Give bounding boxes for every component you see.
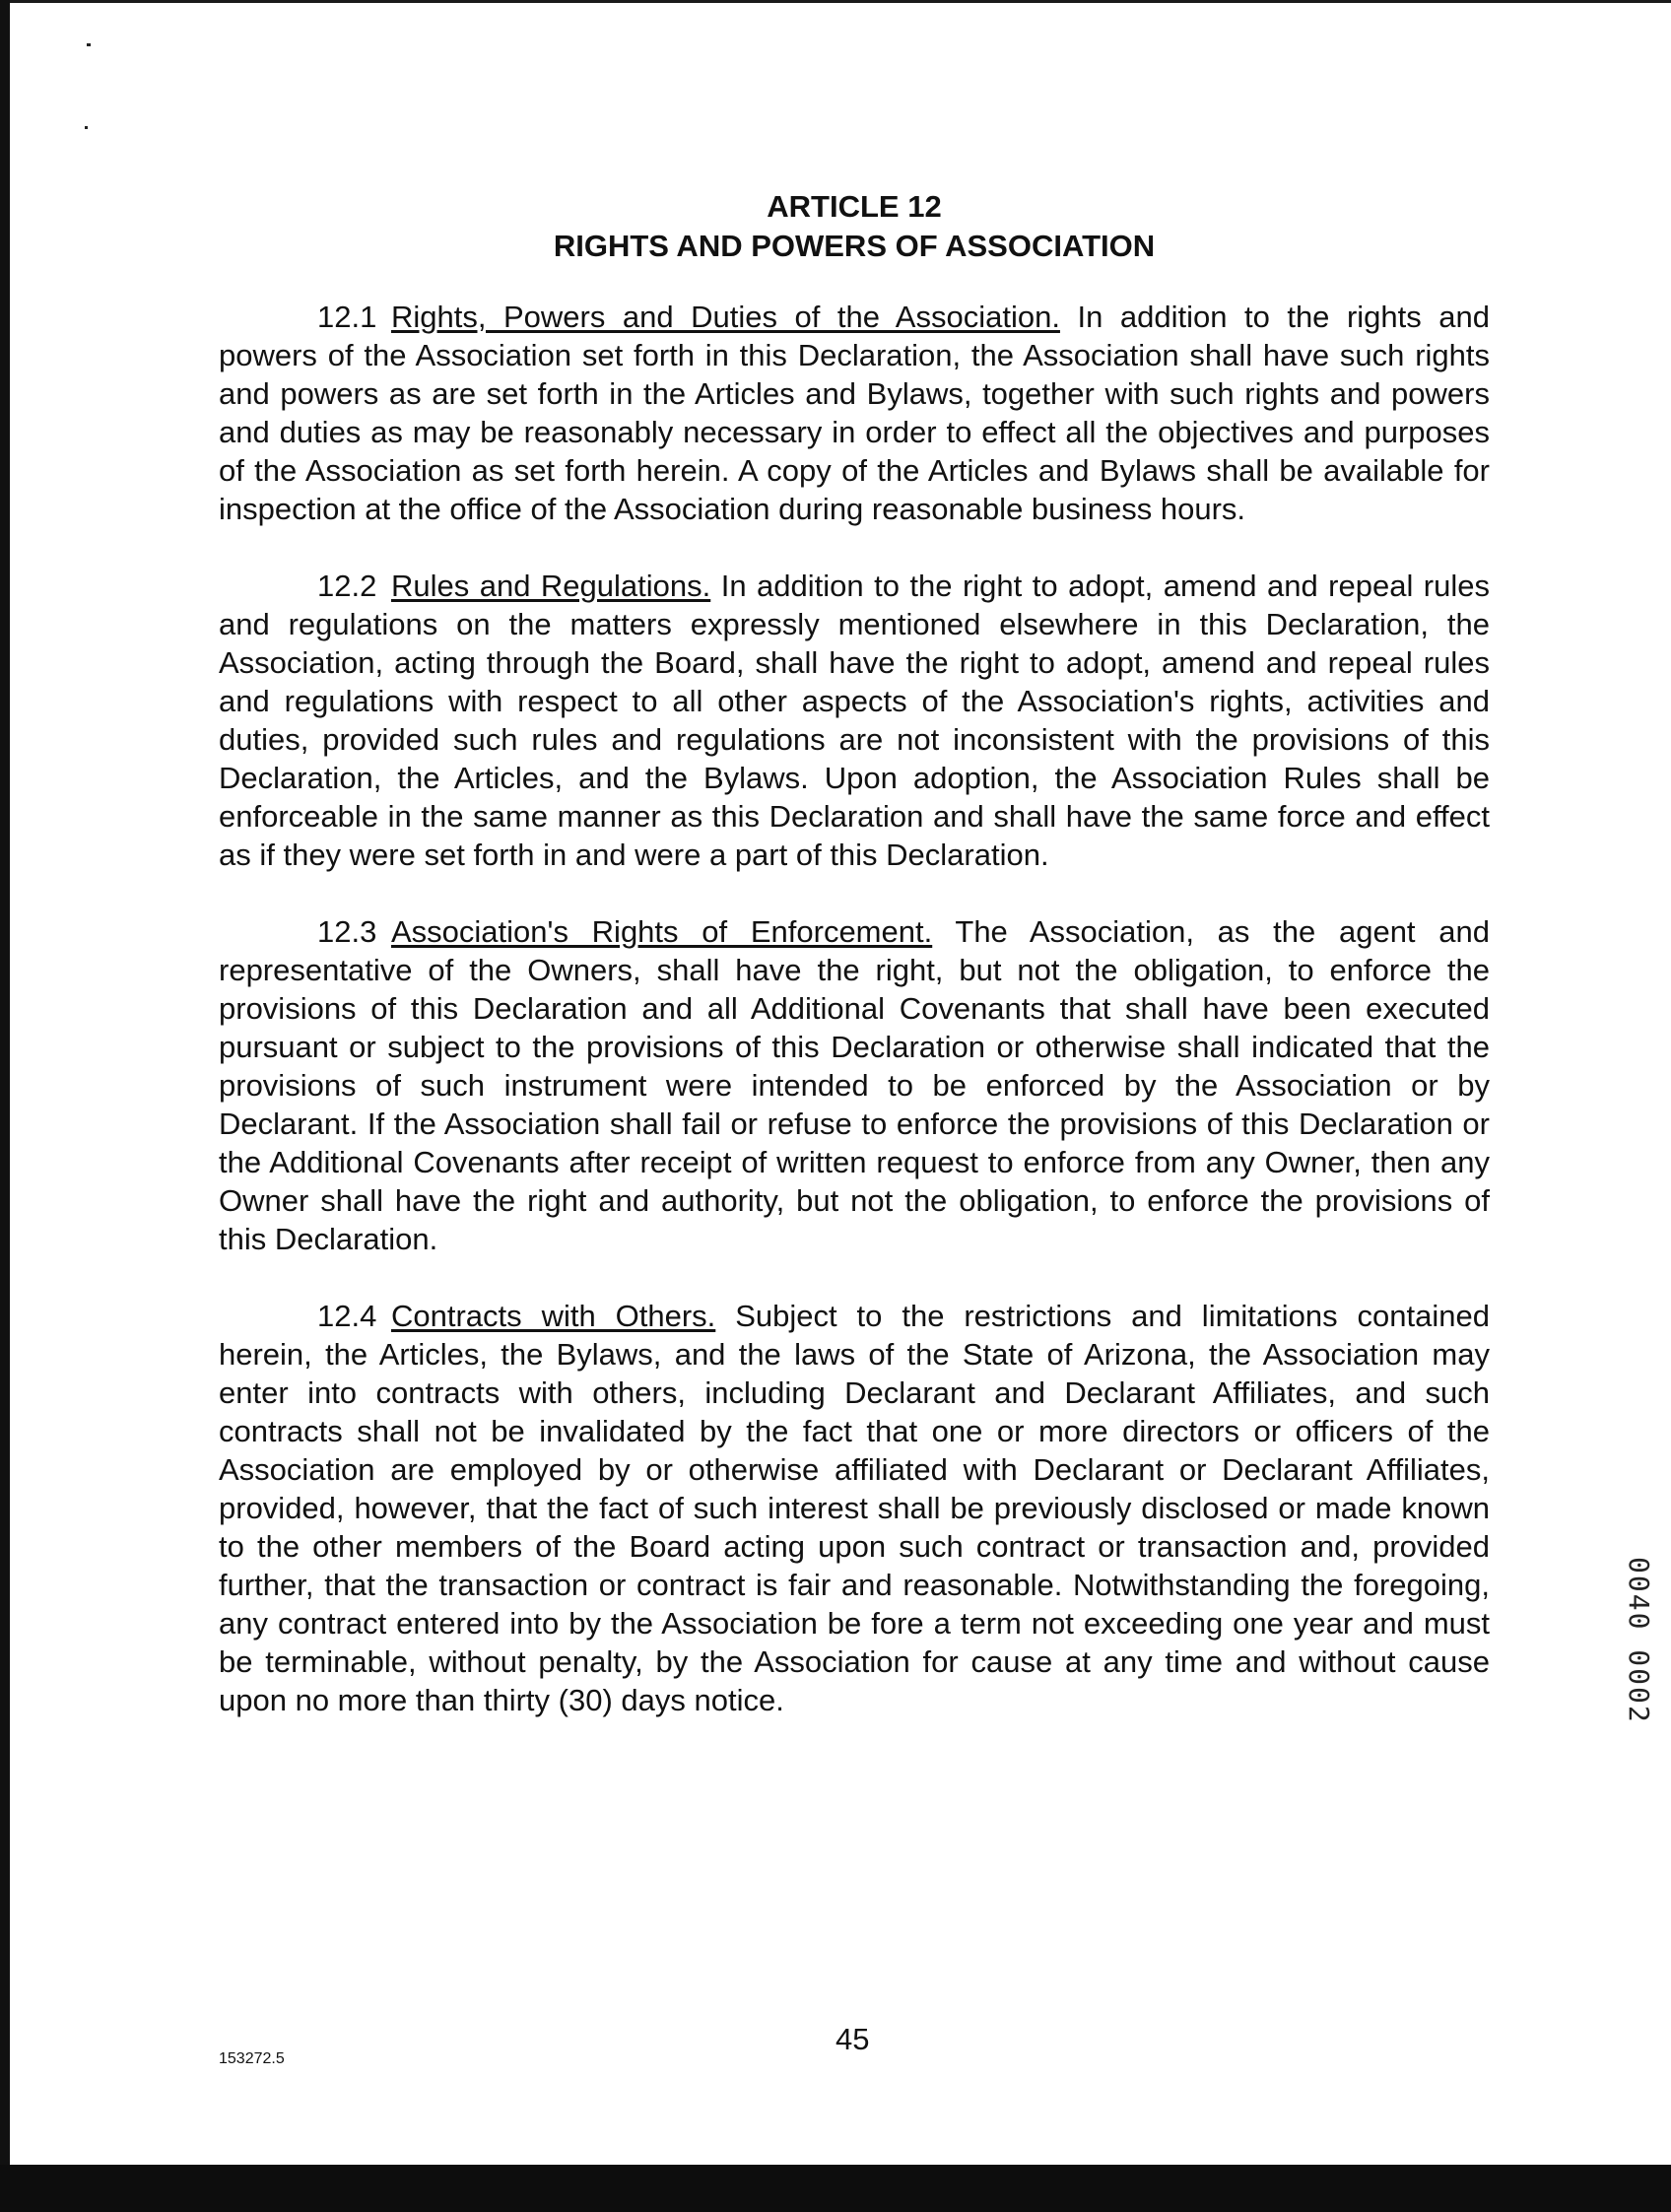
document-id: 153272.5	[219, 2050, 285, 2067]
section-title: Contracts with Others.	[391, 1299, 716, 1333]
section-12-4	[219, 1297, 1490, 1719]
scan-border-left	[0, 0, 10, 2212]
section-body: In addition to the rights and powers of the Association set forth in this Declaration, the Association shall have such rights and powers as are set forth in the Articles and Bylaws, together with such rights and powers and duties as may be reasonably necessary in order to effect all the objectives and purposes of the Association as set forth herein. A copy of the Articles and Bylaws shall be available for inspection at the office of the Association during reasonable business hours.	[219, 300, 1490, 526]
section-12-2	[219, 567, 1490, 874]
section-title: Rules and Regulations.	[391, 569, 711, 603]
document-page	[219, 187, 1490, 1719]
article-title-heading: RIGHTS AND POWERS OF ASSOCIATION	[553, 229, 1156, 263]
scan-speck	[87, 43, 91, 46]
scan-border-bottom	[0, 2165, 1671, 2212]
section-title: Association's Rights of Enforcement.	[391, 914, 933, 949]
section-12-3	[219, 912, 1490, 1258]
section-body: The Association, as the agent and representative of the Owners, shall have the right, but not the obligation, to enforce the provisions of this Declaration and all Additional Covenants that shall have been executed pursuant or subject to the provisions of this Declaration or otherwise shall indicated that the provisions of such instrument were intended to be enforced by the Association or by Declarant. If the Association shall fail or refuse to enforce the provisions of this Declaration or the Additional Covenants after receipt of written request to enforce from any Owner, then any Owner shall have the right and authority, but not the obligation, to enforce the provisions of this Declaration.	[219, 914, 1490, 1256]
scan-border-top	[0, 0, 1671, 3]
page-number: 45	[836, 2022, 870, 2056]
side-stamp-text: 0040 0002	[1623, 1557, 1655, 1724]
section-body: Subject to the restrictions and limitations contained herein, the Articles, the Bylaws, and the laws of the State of Arizona, the Association may enter into contracts with others, including Declarant and Declarant Affiliates, and such contracts shall not be invalidated by the fact that one or more directors or officers of the Association are employed by or otherwise affiliated with Declarant or Declarant Affiliates, provided, however, that the fact of such interest shall be previously disclosed or made known to the other members of the Board acting upon such contract or transaction and, provided further, that the transaction or contract is fair and reasonable. Notwithstanding the foregoing, any contract entered into by the Association be fore a term not exceeding one year and must be terminable, without penalty, by the Association for cause at any time and without cause upon no more than thirty (30) days notice.	[219, 1299, 1490, 1717]
side-stamp	[1623, 1557, 1655, 1892]
article-number-heading: ARTICLE 12	[767, 189, 942, 224]
section-number: 12.2	[317, 569, 377, 603]
section-body: In addition to the right to adopt, amend and repeal rules and regulations on the matters expressly mentioned elsewhere in this Declaration, the Association, acting through the Board, shall have the right to adopt, amend and repeal rules and regulations with respect to all other aspects of the Association's rights, activities and duties, provided such rules and regulations are not inconsistent with the provisions of this Declaration, the Articles, and the Bylaws. Upon adoption, the Association Rules shall be enforceable in the same manner as this Declaration and shall have the same force and effect as if they were set forth in and were a part of this Declaration.	[219, 569, 1490, 872]
scan-speck	[85, 126, 88, 129]
section-12-1	[219, 298, 1490, 528]
section-title: Rights, Powers and Duties of the Association.	[391, 300, 1060, 334]
section-number: 12.3	[317, 914, 377, 949]
section-number: 12.4	[317, 1299, 377, 1333]
section-number: 12.1	[317, 300, 377, 334]
